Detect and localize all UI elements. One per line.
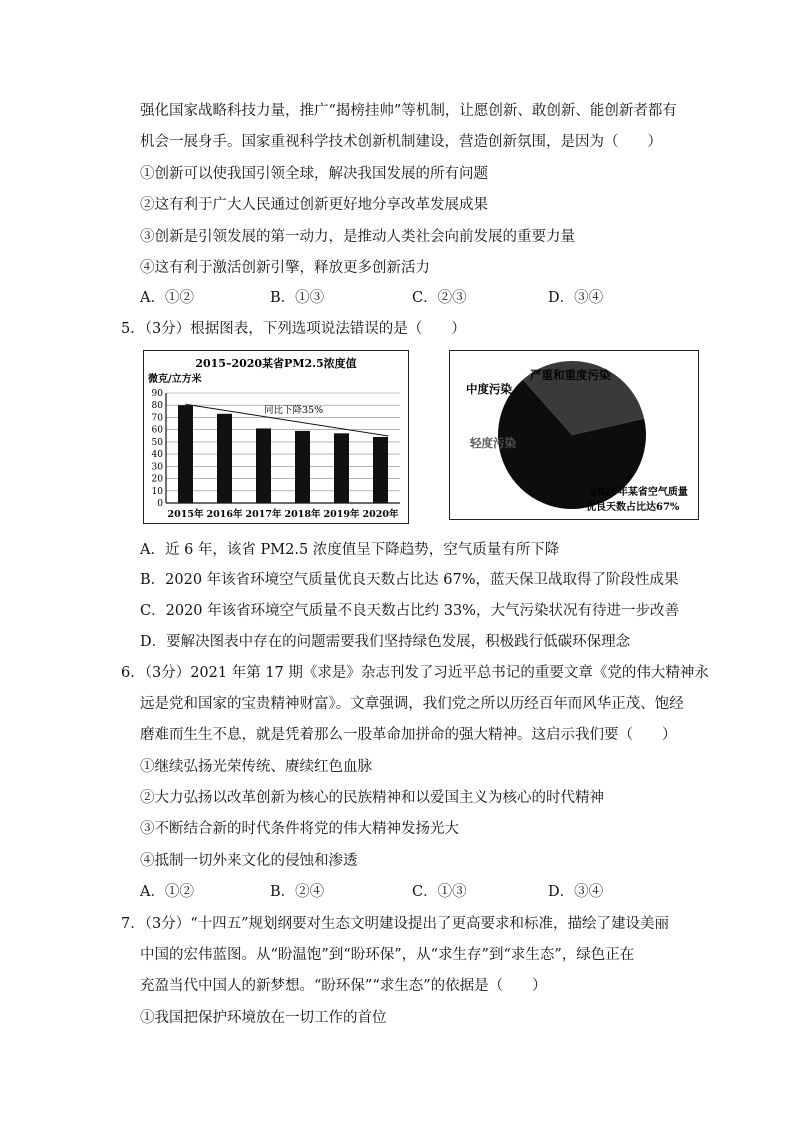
q7-line-1: 7．（3分）“十四五”规划纲要对生态文明建设提出了更高要求和标准，描绘了建设美丽 bbox=[121, 916, 670, 932]
q6-option-c[interactable]: C．①③ bbox=[412, 884, 467, 900]
q6-line-2: 远是党和国家的宝贵精神财富》。文章强调，我们党之所以历经百年而风华正茂、饱经 bbox=[140, 696, 684, 712]
bar-ytick-label: 50 bbox=[151, 437, 163, 448]
bar-xtick-label: 2017年 bbox=[245, 509, 282, 520]
q5-stem: 5．（3分）根据图表，下列选项说法错误的是（ ） bbox=[121, 321, 466, 337]
q7-line-3: 充盈当代中国人的新梦想。“盼环保”“求生态”的依据是（ ） bbox=[140, 978, 547, 994]
q4-statement-4: ④这有利于激活创新引擎，释放更多创新活力 bbox=[140, 260, 430, 276]
q6-statement-2: ②大力弘扬以改革创新为核心的民族精神和以爱国主义为核心的时代精神 bbox=[140, 790, 604, 806]
q4-statement-2: ②这有利于广大人民通过创新更好地分享改革发展成果 bbox=[140, 197, 488, 213]
bar-chart-annotation: 同比下降35% bbox=[264, 405, 324, 416]
bar-2018年 bbox=[295, 431, 310, 503]
q6-option-b[interactable]: B．②④ bbox=[270, 884, 325, 900]
bar-ytick-label: 30 bbox=[151, 462, 163, 473]
bar-2015年 bbox=[178, 405, 193, 503]
q4-options bbox=[140, 288, 660, 308]
pie-label-light: 轻度污染 bbox=[470, 436, 516, 450]
pm25-bar-chart bbox=[143, 350, 409, 524]
bar-ytick-label: 60 bbox=[151, 425, 163, 436]
bar-2016年 bbox=[217, 414, 232, 503]
bar-xtick-label: 2015年 bbox=[167, 509, 204, 520]
bar-ytick-label: 20 bbox=[151, 474, 163, 485]
pie-label-severe: 严重和重度污染 bbox=[530, 368, 611, 382]
bar-ytick-label: 70 bbox=[151, 413, 163, 424]
pie-caption-line-2: 优良天数占比达67% bbox=[586, 502, 680, 513]
bar-xtick-label: 2020年 bbox=[362, 509, 399, 520]
q5-option-c[interactable]: C．2020 年该省环境空气质量不良天数占比约 33%，大气污染状况有待进一步改善 bbox=[140, 603, 679, 619]
bar-ytick-label: 40 bbox=[151, 450, 163, 461]
q4-statement-1: ①创新可以使我国引领全球，解决我国发展的所有问题 bbox=[140, 166, 488, 182]
bar-chart-yticks bbox=[152, 389, 164, 509]
bar-xtick-label: 2016年 bbox=[206, 509, 243, 520]
bar-2020年 bbox=[373, 437, 388, 503]
q6-statement-4: ④抵制一切外来文化的侵蚀和渗透 bbox=[140, 853, 358, 869]
pie-caption-line-1: 2020年某省空气质量 bbox=[590, 487, 688, 498]
bar-chart-ylabel: 微克/立方米 bbox=[148, 374, 202, 385]
q5-option-a[interactable]: A．近 6 年，该省 PM2.5 浓度值呈下降趋势，空气质量有所下降 bbox=[140, 542, 560, 558]
q7-line-2: 中国的宏伟蓝图。从“盼温饱”到“盼环保”，从“求生存”到“求生态”，绿色正在 bbox=[140, 947, 635, 963]
q4-line-1: 强化国家战略科技力量，推广“揭榜挂帅”等机制，让愿创新、敢创新、能创新者都有 bbox=[140, 103, 677, 119]
q4-option-b[interactable]: B．①③ bbox=[270, 290, 325, 306]
bar-ytick-label: 10 bbox=[151, 486, 163, 497]
pie-label-moderate: 中度污染 bbox=[466, 382, 512, 396]
q6-option-a[interactable]: A．①② bbox=[140, 884, 194, 900]
q6-line-1: 6．（3分）2021 年第 17 期《求是》杂志刊发了习近平总书记的重要文章《党的伟大精神永 bbox=[121, 665, 709, 681]
bar-ytick-label: 0 bbox=[157, 499, 163, 509]
bar-ytick-label: 90 bbox=[151, 389, 163, 399]
q6-statement-1: ①继续弘扬光荣传统、赓续红色血脉 bbox=[140, 759, 372, 775]
q4-statement-3: ③创新是引领发展的第一动力，是推动人类社会向前发展的重要力量 bbox=[140, 229, 575, 245]
bar-chart-xticks bbox=[168, 508, 399, 520]
bar-xtick-label: 2019年 bbox=[323, 509, 360, 520]
q5-option-b[interactable]: B．2020 年该省环境空气质量优良天数占比达 67%，蓝天保卫战取得了阶段性成果 bbox=[140, 572, 679, 588]
air-quality-pie-svg bbox=[450, 351, 698, 519]
q6-options bbox=[140, 882, 660, 902]
bar-2017年 bbox=[256, 428, 271, 503]
bar-chart-title: 2015–2020某省PM2.5浓度值 bbox=[195, 357, 357, 370]
bar-ytick-label: 80 bbox=[151, 401, 163, 412]
q6-statement-3: ③不断结合新的时代条件将党的伟大精神发扬光大 bbox=[140, 821, 459, 837]
q4-option-a[interactable]: A．①② bbox=[140, 290, 194, 306]
bar-xtick-label: 2018年 bbox=[284, 509, 321, 520]
q4-line-2: 机会一展身手。国家重视科学技术创新机制建设，营造创新氛围，是因为（ ） bbox=[140, 134, 662, 150]
pm25-bar-chart-svg bbox=[144, 351, 408, 523]
q6-line-3: 磨难而生生不息，就是凭着那么一股革命加拼命的强大精神。这启示我们要（ ） bbox=[140, 727, 677, 743]
q4-option-d[interactable]: D．③④ bbox=[548, 290, 604, 306]
q7-statement-1: ①我国把保护环境放在一切工作的首位 bbox=[140, 1010, 387, 1026]
air-quality-pie-chart bbox=[449, 350, 699, 520]
q4-option-c[interactable]: C．②③ bbox=[412, 290, 467, 306]
q6-option-d[interactable]: D．③④ bbox=[548, 884, 604, 900]
bar-2019年 bbox=[334, 433, 349, 503]
q5-option-d[interactable]: D．要解决图表中存在的问题需要我们坚持绿色发展，积极践行低碳环保理念 bbox=[140, 634, 631, 650]
